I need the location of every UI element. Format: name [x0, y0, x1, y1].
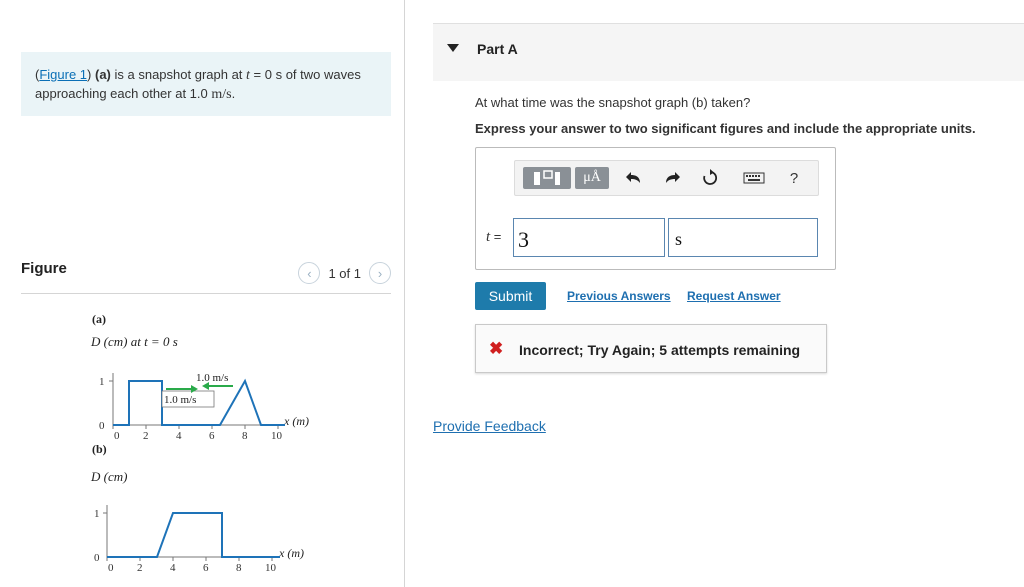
graph-a-ylabel: D (cm) at t = 0 s — [91, 334, 178, 349]
math-toolbar — [514, 160, 819, 196]
help-button[interactable]: ? — [789, 169, 799, 187]
graph-a-xtick: 10 — [271, 430, 282, 442]
close-icon: ✖ — [489, 339, 504, 358]
chevron-right-icon[interactable]: › — [369, 262, 391, 284]
graph-b-ylabel: D (cm) — [91, 469, 128, 484]
question-text: At what time was the snapshot graph (b) taken? — [475, 95, 751, 110]
graph-b-xtick: 10 — [265, 562, 276, 574]
provide-feedback-link[interactable]: Provide Feedback — [433, 418, 546, 434]
figure-link[interactable]: Figure 1 — [39, 67, 88, 82]
feedback-status: Incorrect; Try Again; 5 attempts remaining — [519, 342, 801, 358]
figure-panel — [0, 0, 405, 587]
graph-a-xtick: 6 — [209, 430, 215, 442]
graph-a-label: (a) — [92, 312, 106, 326]
units-input[interactable]: s — [668, 218, 818, 257]
graph-a-speed-right: 1.0 m/s — [196, 372, 229, 384]
answer-box — [475, 147, 836, 270]
graph-a-xtick: 0 — [114, 430, 120, 442]
figure-intro: (Figure 1) (a) is a snapshot graph at t = 0 s of two waves approaching each other at 1.0 m/s. — [21, 52, 391, 116]
graph-a-xtick: 2 — [143, 430, 149, 442]
graph-b-ytick: 0 — [94, 552, 100, 564]
part-label: (a) — [95, 67, 111, 82]
templates-icon[interactable] — [523, 167, 571, 189]
value-input[interactable]: 3 — [513, 218, 665, 257]
part-title: Part A — [477, 41, 518, 57]
graph-b-wave — [107, 513, 280, 557]
figure-header — [21, 260, 391, 294]
graph-a-speed-left: 1.0 m/s — [164, 394, 197, 406]
reset-icon[interactable] — [699, 167, 721, 189]
chevron-left-icon[interactable]: ‹ — [298, 262, 320, 284]
request-answer-link[interactable]: Request Answer — [687, 289, 781, 303]
question-panel — [406, 0, 1024, 587]
graph-a-ytick: 1 — [99, 376, 105, 388]
graph-a-ytick: 0 — [99, 420, 105, 432]
feedback-message — [475, 324, 827, 373]
graph-a-xtick: 8 — [242, 430, 248, 442]
previous-answers-link[interactable]: Previous Answers — [567, 289, 671, 303]
answer-instruction: Express your answer to two significant figures and include the appropriate units. — [475, 121, 976, 136]
graph-b-ytick: 1 — [94, 508, 100, 520]
graph-b-xlabel: x (m) — [279, 546, 304, 560]
units-button[interactable]: μÅ — [575, 167, 609, 189]
undo-icon[interactable] — [623, 167, 645, 189]
graph-b-xtick: 2 — [137, 562, 143, 574]
graph-b-xtick: 6 — [203, 562, 209, 574]
graph-b-xtick: 8 — [236, 562, 242, 574]
keyboard-icon[interactable] — [741, 167, 767, 189]
figure-pager — [298, 262, 391, 284]
variable-label: t = — [486, 229, 502, 245]
graph-b-label: (b) — [92, 442, 107, 456]
graph-b-xtick: 4 — [170, 562, 176, 574]
figure-title: Figure — [21, 260, 67, 277]
pager-text: 1 of 1 — [328, 265, 361, 281]
submit-button[interactable]: Submit — [475, 282, 546, 310]
graph-a-xtick: 4 — [176, 430, 182, 442]
redo-icon[interactable] — [661, 167, 683, 189]
caret-down-icon[interactable] — [447, 44, 459, 52]
figure-graphs — [80, 305, 320, 580]
graph-b-xtick: 0 — [108, 562, 114, 574]
graph-a-xlabel: x (m) — [284, 414, 309, 428]
part-a-header[interactable] — [433, 23, 1024, 81]
